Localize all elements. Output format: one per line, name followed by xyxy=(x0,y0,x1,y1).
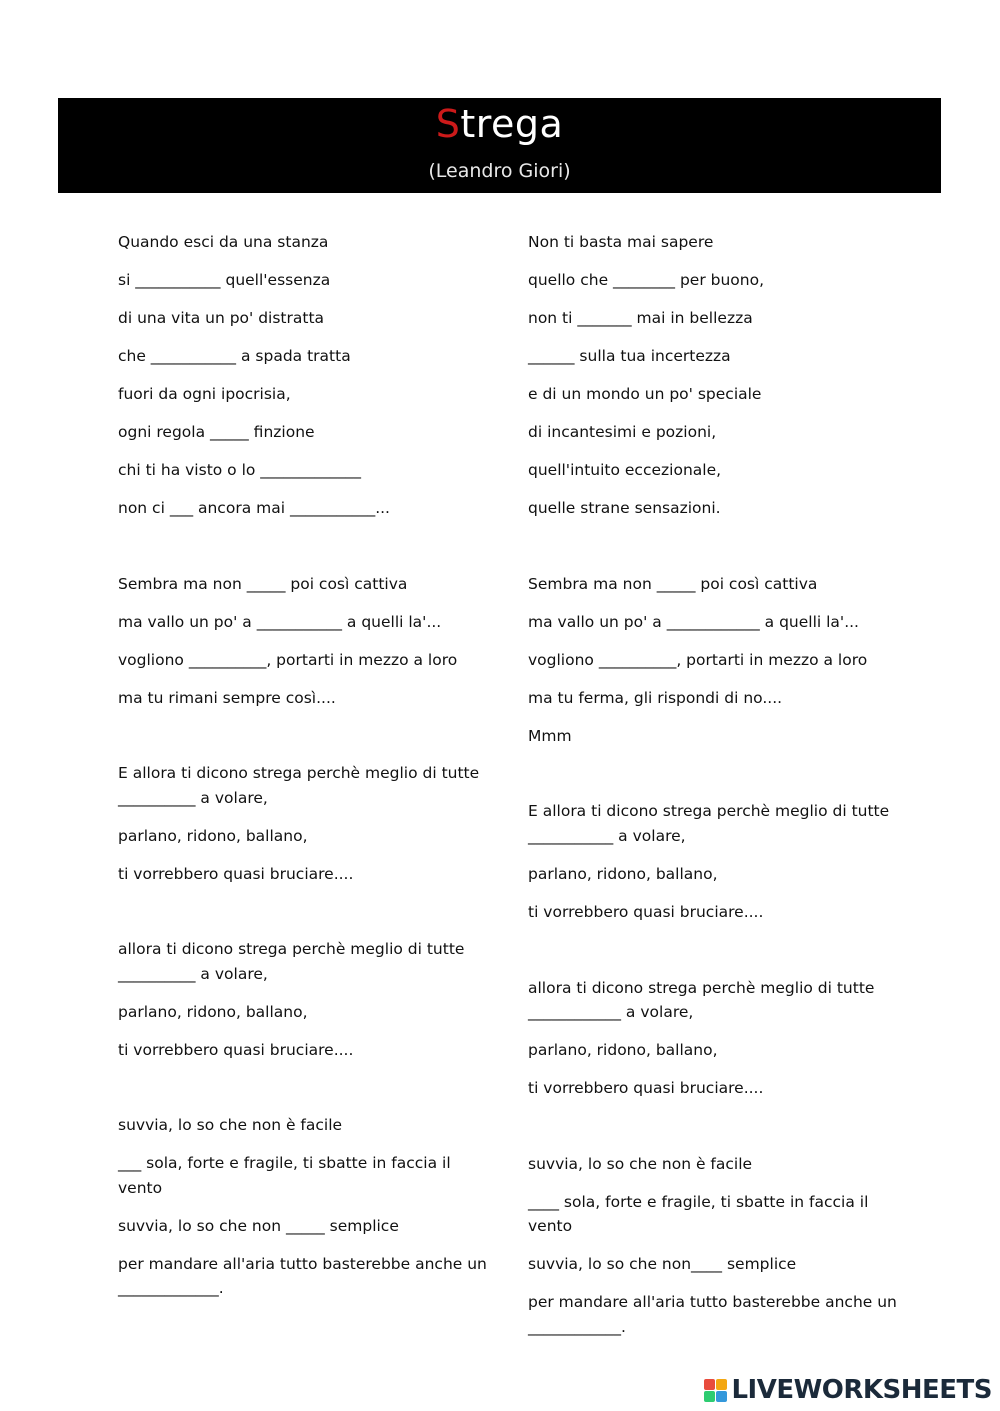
lyrics-left-column xyxy=(118,230,492,1314)
lyric-line: di una vita un po' distratta xyxy=(118,309,325,327)
lyric-line: non ci ___ ancora mai ___________... xyxy=(118,499,390,517)
lyric-line: ti vorrebbero quasi bruciare.... xyxy=(528,902,764,921)
song-title xyxy=(58,102,941,146)
lyrics-right-column xyxy=(528,230,902,1353)
lyric-line: parlano, ridono, ballano, xyxy=(528,1041,718,1059)
logo-square-green xyxy=(704,1391,715,1402)
lyric-line: E allora ti dicono strega perchè meglio di tutte __________ a volare, xyxy=(118,764,485,807)
song-author: (Leandro Giori) xyxy=(428,160,571,182)
lyric-line: e di un mondo un po' speciale xyxy=(528,385,762,403)
stanza xyxy=(118,1113,492,1301)
lyric-line: allora ti dicono strega perchè meglio di tutte __________ a volare, xyxy=(118,940,470,983)
stanza xyxy=(118,230,488,521)
logo-square-red xyxy=(704,1379,715,1390)
lyric-line: Mmm xyxy=(528,726,572,745)
stanza xyxy=(118,761,488,886)
lyric-line: chi ti ha visto o lo _____________ xyxy=(118,461,362,479)
stanza xyxy=(118,937,488,1062)
lyric-line: suvvia, lo so che non è facile xyxy=(528,1154,753,1173)
lyric-line: suvvia, lo so che non____ semplice xyxy=(528,1255,797,1273)
lyric-line: vogliono __________, portarti in mezzo a loro xyxy=(528,650,868,669)
lyric-line: E allora ti dicono strega perchè meglio di tutte ___________ a volare, xyxy=(528,802,895,845)
lyric-line: ti vorrebbero quasi bruciare.... xyxy=(528,1079,764,1097)
title-banner xyxy=(58,98,941,193)
lyric-line: si ___________ quell'essenza xyxy=(118,271,331,289)
lyric-line: quello che ________ per buono, xyxy=(528,271,765,289)
lyric-line: ti vorrebbero quasi bruciare.... xyxy=(118,1040,354,1059)
lyric-line: Sembra ma non _____ poi così cattiva xyxy=(528,574,818,593)
lyric-line: Non ti basta mai sapere xyxy=(528,233,714,251)
lyric-line: Quando esci da una stanza xyxy=(118,233,329,251)
lyric-line: che ___________ a spada tratta xyxy=(118,347,351,365)
lyric-line: per mandare all'aria tutto basterebbe anche un ____________. xyxy=(528,1293,902,1336)
lyric-line: ______ sulla tua incertezza xyxy=(528,347,731,365)
lyric-line: parlano, ridono, ballano, xyxy=(528,864,718,883)
lyric-line: quelle strane sensazioni. xyxy=(528,499,721,517)
stanza xyxy=(118,572,488,711)
liveworksheets-logo[interactable] xyxy=(704,1375,992,1405)
logo-square-orange xyxy=(716,1379,727,1390)
stanza xyxy=(528,572,898,749)
lyric-line: parlano, ridono, ballano, xyxy=(118,1002,308,1021)
stanza xyxy=(528,1152,902,1340)
title-initial: S xyxy=(435,102,461,146)
lyric-line: non ti _______ mai in bellezza xyxy=(528,309,753,327)
lyric-line: ma vallo un po' a ___________ a quelli la'... xyxy=(118,612,442,631)
lyric-line: suvvia, lo so che non è facile xyxy=(118,1116,343,1134)
lyric-line: di incantesimi e pozioni, xyxy=(528,423,717,441)
lyric-line: fuori da ogni ipocrisia, xyxy=(118,385,291,403)
stanza xyxy=(528,230,898,521)
lyric-line: parlano, ridono, ballano, xyxy=(118,826,308,845)
lyric-line: ma vallo un po' a ____________ a quelli la'... xyxy=(528,612,859,631)
lyric-line: allora ti dicono strega perchè meglio di tutte ____________ a volare, xyxy=(528,978,880,1021)
lyric-line: ma tu ferma, gli rispondi di no.... xyxy=(528,688,783,707)
logo-text: LIVEWORKSHEETS xyxy=(731,1375,992,1405)
lyric-line: ____ sola, forte e fragile, ti sbatte in faccia il vento xyxy=(528,1192,874,1235)
lyric-line: per mandare all'aria tutto basterebbe anche un _____________. xyxy=(118,1254,492,1297)
lyric-line: Sembra ma non _____ poi così cattiva xyxy=(118,574,408,593)
lyric-line: ___ sola, forte e fragile, ti sbatte in faccia il vento xyxy=(118,1154,456,1197)
lyric-line: vogliono __________, portarti in mezzo a loro xyxy=(118,650,458,669)
stanza xyxy=(528,799,898,924)
title-rest: trega xyxy=(460,102,564,146)
logo-icon xyxy=(704,1379,727,1402)
lyric-line: ogni regola _____ finzione xyxy=(118,423,315,441)
logo-square-blue xyxy=(716,1391,727,1402)
lyric-line: suvvia, lo so che non _____ semplice xyxy=(118,1216,399,1235)
lyric-line: quell'intuito eccezionale, xyxy=(528,461,722,479)
stanza xyxy=(528,976,898,1101)
lyric-line: ti vorrebbero quasi bruciare.... xyxy=(118,864,354,883)
lyric-line: ma tu rimani sempre così.... xyxy=(118,688,336,707)
